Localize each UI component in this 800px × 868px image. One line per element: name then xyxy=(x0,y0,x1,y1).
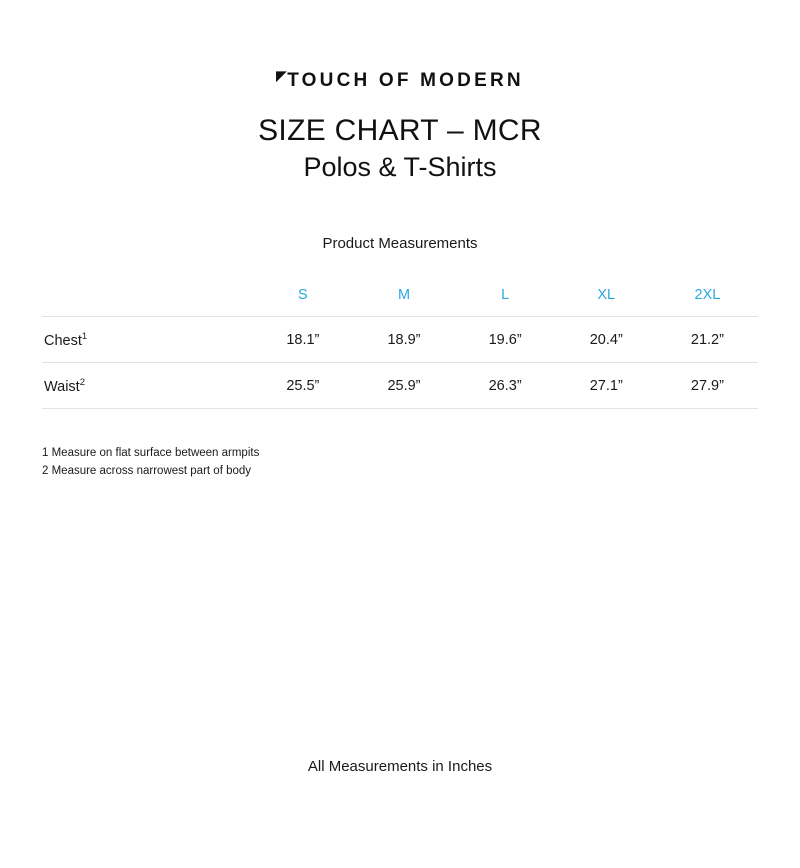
measurements-table xyxy=(42,274,758,409)
page-subtitle: Polos & T-Shirts xyxy=(303,152,497,182)
cell-waist-2xl: 27.9” xyxy=(690,377,724,394)
cell-chest-l: 19.6” xyxy=(488,331,522,348)
cell-waist-m: 25.9” xyxy=(387,377,421,394)
section-label: Product Measurements xyxy=(322,235,478,252)
table-header-row xyxy=(42,274,758,317)
column-header-xl: XL xyxy=(597,287,616,303)
table-row xyxy=(42,317,758,363)
cell-chest-m: 18.9” xyxy=(387,331,421,348)
table-row xyxy=(42,363,758,409)
brand-mark-icon: ◤ xyxy=(276,68,287,83)
column-header-2xl: 2XL xyxy=(694,287,721,303)
row-label-chest xyxy=(42,317,252,363)
footnote-2: 2 Measure across narrowest part of body xyxy=(42,464,252,477)
cell-waist-s: 25.5” xyxy=(286,377,320,394)
brand-logo xyxy=(0,68,800,92)
size-chart-page xyxy=(0,68,800,868)
cell-chest-xl: 20.4” xyxy=(589,331,623,348)
column-header-m: M xyxy=(397,287,411,303)
footnote-1: 1 Measure on flat surface between armpits xyxy=(42,447,260,459)
column-header-l: L xyxy=(501,287,510,303)
footer-note: All Measurements in Inches xyxy=(307,758,493,775)
row-label-waist-footnote: 2 xyxy=(79,376,86,388)
cell-waist-l: 26.3” xyxy=(488,377,522,394)
table-header xyxy=(42,274,758,317)
column-header-label xyxy=(42,274,252,317)
row-label-chest-footnote: 1 xyxy=(81,330,88,342)
column-header-s: S xyxy=(298,287,308,303)
row-label-chest-text: Chest xyxy=(44,332,82,349)
cell-chest-2xl: 21.2” xyxy=(690,331,724,348)
measurements-table-wrapper xyxy=(42,274,758,409)
cell-chest-s: 18.1” xyxy=(286,331,320,348)
row-label-waist-text: Waist xyxy=(44,378,80,395)
brand-name: TOUCH OF MODERN xyxy=(287,70,524,91)
row-label-waist xyxy=(42,363,252,409)
table-body xyxy=(42,317,758,409)
page-title: SIZE CHART – MCR xyxy=(258,114,542,147)
footnotes xyxy=(42,445,800,481)
cell-waist-xl: 27.1” xyxy=(589,377,623,394)
